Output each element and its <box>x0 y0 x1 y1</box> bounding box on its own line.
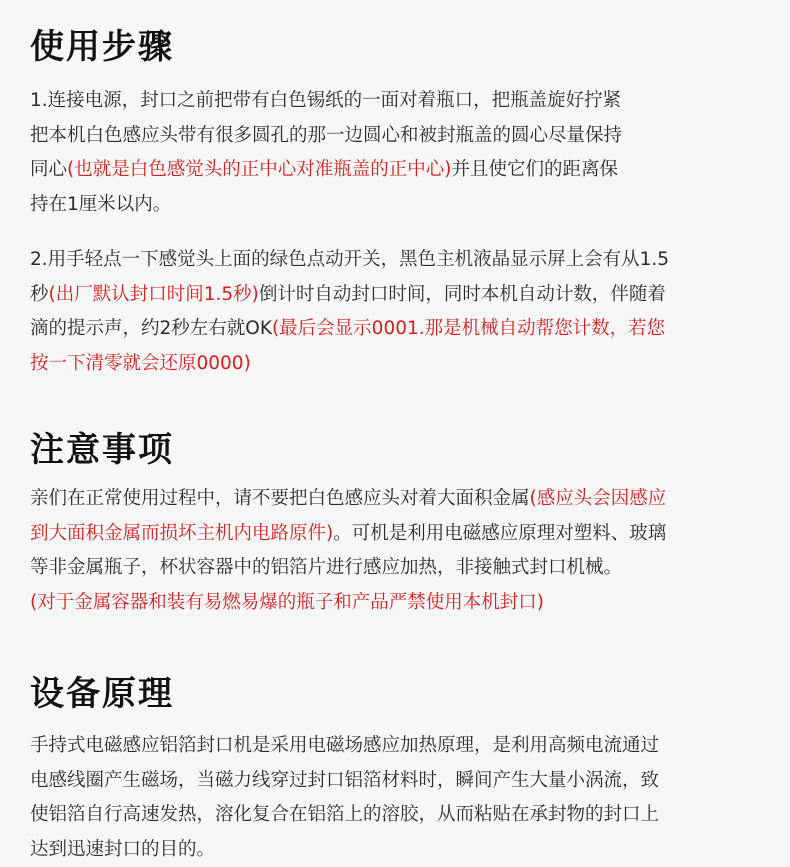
section-title-device-principle: 设备原理 <box>30 663 770 725</box>
highlight-note: (感应头会因感应 <box>530 488 667 509</box>
text-line: 手持式电磁感应铝箔封口机是采用电磁场感应加热原理，是利用高频电流通过 <box>30 729 770 764</box>
text-line: 持在1厘米以内。 <box>30 188 770 223</box>
text-line <box>30 278 770 313</box>
text-segment: 秒 <box>30 284 49 305</box>
highlight-note: (也就是白色感觉头的正中心对准瓶盖的正中心) <box>67 159 451 180</box>
text-line: 达到迅速封口的目的。 <box>30 833 770 867</box>
text-segment: 滴的提示声，约2秒左右就OK <box>30 318 272 339</box>
principle-paragraph <box>30 729 770 867</box>
text-line <box>30 517 770 552</box>
text-line <box>30 153 770 188</box>
text-segment: 倒计时自动封口时间，同时本机自动计数，伴随着 <box>259 284 666 305</box>
text-line <box>30 482 770 517</box>
precautions-paragraph <box>30 482 770 620</box>
usage-step-1 <box>30 84 770 222</box>
usage-step-2 <box>30 243 770 381</box>
text-line: 2.用手轻点一下感觉头上面的绿色点动开关，黑色主机液晶显示屏上会有从1.5 <box>30 243 770 278</box>
highlight-note: (出厂默认封口时间1.5秒) <box>49 284 259 305</box>
section-title-precautions: 注意事项 <box>30 419 770 481</box>
text-line <box>30 312 770 347</box>
highlight-note: (最后会显示0001.那是机械自动帮您计数，若您 <box>272 318 665 339</box>
text-segment: 并且使它们的距离保 <box>451 159 618 180</box>
text-segment: 同心 <box>30 159 67 180</box>
text-line: 把本机白色感应头带有很多圆孔的那一边圆心和被封瓶盖的圆心尽量保持 <box>30 119 770 154</box>
highlight-note: 按一下清零就会还原0000) <box>30 347 770 382</box>
text-segment: 。可机是利用电磁感应原理对塑料、玻璃 <box>333 523 666 544</box>
text-segment: 亲们在正常使用过程中，请不要把白色感应头对着大面积金属 <box>30 488 530 509</box>
text-line: 使铝箔自行高速发热，溶化复合在铝箔上的溶胶，从而粘贴在承封物的封口上 <box>30 798 770 833</box>
text-line: 1.连接电源，封口之前把带有白色锡纸的一面对着瓶口，把瓶盖旋好拧紧 <box>30 84 770 119</box>
text-line: 等非金属瓶子，杯状容器中的铝箔片进行感应加热，非接触式封口机械。 <box>30 551 770 586</box>
text-line: 电感线圈产生磁场，当磁力线穿过封口铝箔材料时，瞬间产生大量小涡流，致 <box>30 764 770 799</box>
section-title-usage-steps: 使用步骤 <box>30 16 770 78</box>
highlight-note: 到大面积金属而损坏主机内电路原件) <box>30 523 333 544</box>
warning-note: (对于金属容器和装有易燃易爆的瓶子和产品严禁使用本机封口) <box>30 586 770 621</box>
